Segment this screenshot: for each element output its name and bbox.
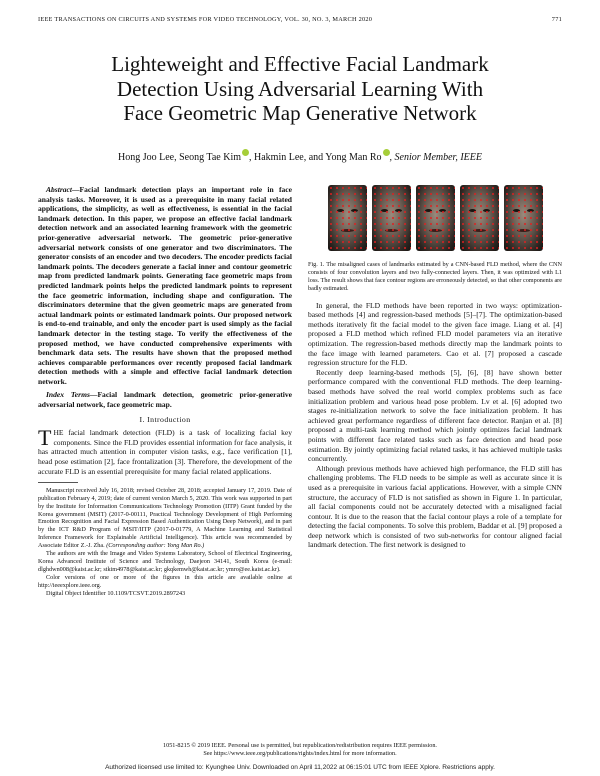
author-1: Hong Joo Lee, (118, 152, 177, 163)
footnote-color: Color versions of one or more of the figures in this article are available online at http://ieeexplore.ieee.org. (38, 573, 292, 589)
copyright-line-1: 1051-8215 © 2019 IEEE. Personal use is permitted, but republication/redistribution requires IEEE permission. (163, 742, 437, 749)
journal-header: IEEE TRANSACTIONS ON CIRCUITS AND SYSTEMS FOR VIDEO TECHNOLOGY, VOL. 30, NO. 3, MARCH 2020 (38, 16, 373, 23)
section-heading-intro: I. Introduction (139, 414, 191, 424)
index-terms-text: —Facial landmark detection, geometric prior-generative adversarial network, face geometric map. (38, 390, 292, 410)
intro-paragraph (38, 425, 292, 476)
face-image-1 (328, 185, 367, 251)
orcid-icon[interactable] (242, 149, 249, 156)
footnote-affiliation: The authors are with the Image and Video Systems Laboratory, School of Electrical Engineering, Korea Advanced Institute of Science and Technology, Daejeon 34141, South Korea (e-mail: dlghdwn008@kaist.ac.kr; stkim4978@kaist.ac.kr; gkqkemwh@kaist.ac.kr; ymro@ee.kaist.ac.kr). (38, 550, 292, 573)
author-suffix: , Senior Member, IEEE (389, 152, 482, 163)
paper-title (20, 52, 580, 126)
footnote-manuscript (38, 487, 292, 550)
author-list (20, 149, 580, 163)
copyright-line-2: See https://www.ieee.org/publications/rights/index.html for more information. (203, 750, 397, 757)
figure-1-caption: Fig. 1. The misaligned cases of landmarks estimated by a CNN-based FLD method, where the CNN consists of four convolution layers and two fully-connected layers. Then, it was optimized with L1 loss. The result shows that face contour regions are erroneously detected, so that other components are badly estimated. (308, 261, 562, 292)
page-number: 771 (551, 16, 562, 23)
author-2: Seong Tae Kim (179, 152, 241, 163)
body-paragraph-2: Recently deep learning-based methods [5], [6], [8] have shown better performance compared with the conventional FLD methods. The deep learning-based methods have solved the real world complex problems such as face initialization problem and various head pose problem. Lv et al. [6] adopted two stages re-initialization network to solve the face initialization problem. It has achieved great performance regardless of different face detector. Ranjan et al. [8] proposed a multi-task learning method which jointly optimizes facial landmark points with different face related tasks such as face detection and head pose estimation. By jointly optimizing facial related tasks, it has achieved multiple tasks concurrently. (308, 367, 562, 464)
title-line-3: Face Geometric Map Generative Network (123, 101, 477, 125)
figure-1-image (308, 185, 562, 255)
right-column (308, 185, 562, 550)
dropcap: T (38, 425, 52, 451)
left-column (38, 185, 292, 598)
author-3-4: , Hakmin Lee, and Yong Man Ro (249, 152, 382, 163)
intro-text: HE facial landmark detection (FLD) is a task of localizing facial key components. Since the FLD provides essential information for face analysis, it has attracted much attention in computer vision tasks, e.g., face verification [1], head pose estimation [2], face frontalization [3]. Therefore, the development of the accurate FLD is an essential prerequisite for many facial related applications. (38, 428, 292, 476)
footnote-manuscript-text: Manuscript received July 16, 2018; revised October 28, 2018; accepted January 17, 2019. Date of publication February 4, 2019; date of current version March 5, 2020. This work was supported in part by the Institute for Information Communications Technology Promotion (IITP) Grant funded by the Korea government (MSIT) (2017-0-00111, Practical Technology Development of High Performing Emotion Recognition and Facial Expression Based Authentication Using Deep Network), and in part by the ICT R&D Program of MSIT/IITP (2017-0-01779, A Machine Learning and Statistical Inference Framework for Explainable Artificial Intelligence). This article was recommended by Associate Editor Z.-J. Zha. (38, 486, 292, 550)
body-paragraph-3: Although previous methods have achieved high performance, the FLD still has challenging problems. The FLD needs to be simple as well as accurate since it is used as a prerequisite in various facial applications. However, with a simple CNN structure, the accuracy of FLD is not satisfied as shown in Figure 1. In particular, all facial components could not be accurately detected with a misaligned facial contour. It is due to the reason that the facial contour plays a role of a template for detecting the facial components. To solve this problem, Baddar et al. [9] proposed a deep network which is consisted of two sub-networks for contour aligned facial landmark detection. The first network is designed to (308, 463, 562, 550)
face-image-2 (372, 185, 411, 251)
title-line-1: Lighteweight and Effective Facial Landmark (111, 52, 489, 76)
copyright-notice (20, 742, 580, 758)
abstract (38, 185, 292, 386)
face-image-3 (416, 185, 455, 251)
index-terms (38, 390, 292, 409)
orcid-icon[interactable] (383, 149, 390, 156)
face-image-5 (504, 185, 543, 251)
body-paragraph-1: In general, the FLD methods have been reported in two ways: optimization-based methods [4] and regression-based methods [5]–[7]. The optimization-based methods iteratively fit the facial model to the given face image. Liang et al. [4] proposed a FLD method which refined FLD model parameters via an iterative optimization. The regression-based methods directly map the landmark points to the face image with learned parameters. Cao et al. [7] proposed a cascade regression structure for the FLD. (308, 300, 562, 368)
index-terms-lead: Index Terms (46, 390, 90, 400)
corresponding-author: (Corresponding author: Yong Man Ro.) (106, 542, 205, 550)
license-notice: Authorized licensed use limited to: Kyunghee Univ. Downloaded on April 11,2022 at 06:15:01 UTC from IEEE Xplore. Restrictions apply. (105, 764, 495, 771)
footnote-divider (38, 482, 78, 483)
title-line-2: Detection Using Adversarial Learning With (116, 76, 484, 101)
footnote-doi: Digital Object Identifier 10.1109/TCSVT.2019.2897243 (46, 589, 186, 597)
abstract-text: —Facial landmark detection plays an important role in face analysis tasks. Moreover, it is used as a prerequisite in many facial related applications, the simplicity, as well as effectiveness, is essential in the facial landmark detection. In this paper, we propose an effective facial landmark detection network and an associated learning framework with the geometric prior-generative adversarial network. The geometric prior-generative adversarial network consists of one generator and two discriminators. The generator consists of an encoder and two decoders. The encoder predicts facial landmark points. The decoders generate a facial inner and contour geometric map from predicted landmark points. Generating face geometric maps from predicted landmark points helps the predicted landmark points to represent the face geometric information, including shape and configuration. The discriminators determine that the given geometric maps are generated from actual landmark points or estimated landmark points. Our proposed network is end-to-end trainable, and only the encoder part is used simply as the facial landmark detector in the testing stage. To verify the effectiveness of the proposed method, we have conducted comprehensive experiments with benchmark data sets. The results have shown that the proposed method achieves comparable performances over recently proposed facial landmark detection methods with a simple and effective facial landmark detection network. (38, 185, 292, 386)
running-head (38, 16, 562, 23)
abstract-lead: Abstract (46, 185, 72, 194)
face-image-4 (460, 185, 499, 251)
